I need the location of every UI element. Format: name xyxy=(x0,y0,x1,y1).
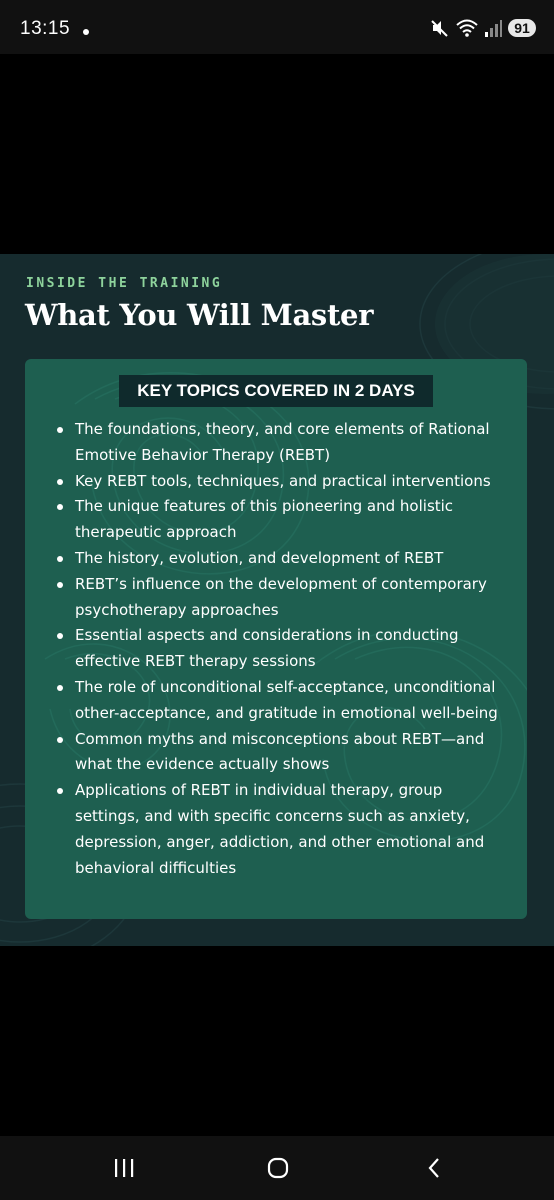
topic-text: Key REBT tools, techniques, and practical interventions xyxy=(75,471,491,490)
home-icon xyxy=(266,1156,290,1180)
topic-text: REBT’s influence on the development of contemporary psychotherapy approaches xyxy=(75,574,487,619)
bullet-icon xyxy=(57,737,63,743)
bullet-icon xyxy=(57,788,63,794)
topic-text: Essential aspects and considerations in conducting effective REBT therapy sessions xyxy=(75,626,459,671)
bullet-icon xyxy=(57,479,63,485)
topic-item xyxy=(55,675,505,727)
topic-item xyxy=(55,623,505,675)
topics-card xyxy=(25,359,527,919)
topic-item xyxy=(55,417,505,469)
signal-icon xyxy=(484,18,502,38)
topic-item xyxy=(55,572,505,624)
status-bar xyxy=(0,0,554,54)
section-eyebrow: INSIDE THE TRAINING xyxy=(26,276,223,291)
topic-item xyxy=(55,546,505,572)
status-icons xyxy=(430,16,536,40)
bullet-icon xyxy=(57,504,63,510)
bullet-icon xyxy=(57,685,63,691)
status-time: 13:15 xyxy=(20,18,71,39)
topic-text: Common myths and misconceptions about REBT—and what the evidence actually shows xyxy=(75,729,485,774)
card-heading: KEY TOPICS COVERED IN 2 DAYS xyxy=(119,375,433,407)
recent-apps-icon xyxy=(112,1157,136,1179)
topic-text: The unique features of this pioneering and holistic therapeutic approach xyxy=(75,497,454,542)
topic-text: The history, evolution, and development of REBT xyxy=(75,548,444,567)
topic-text: The foundations, theory, and core elements of Rational Emotive Behavior Therapy (REBT) xyxy=(75,420,490,464)
recent-apps-button[interactable] xyxy=(102,1150,146,1186)
topic-text: Applications of REBT in individual therapy, group settings, and with specific concerns such as anxiety, depression, anger, addiction, and other emotional and behavioral difficulties xyxy=(75,781,485,877)
topic-item xyxy=(55,778,505,881)
wifi-icon xyxy=(456,18,478,38)
content-section xyxy=(0,254,554,946)
topic-item xyxy=(55,469,505,495)
topic-item xyxy=(55,494,505,546)
topic-list xyxy=(55,417,505,881)
bullet-icon xyxy=(57,427,63,433)
topic-text: The role of unconditional self-acceptance, unconditional other-acceptance, and gratitude in emotional well-being xyxy=(75,677,498,722)
bullet-icon xyxy=(57,633,63,639)
back-icon xyxy=(424,1156,444,1180)
topic-item xyxy=(55,727,505,779)
notification-dot-icon xyxy=(83,29,89,35)
mute-icon xyxy=(430,18,450,38)
navigation-bar xyxy=(0,1136,554,1200)
home-button[interactable] xyxy=(256,1150,300,1186)
bullet-icon xyxy=(57,556,63,562)
back-button[interactable] xyxy=(412,1150,456,1186)
section-title: What You Will Master xyxy=(25,298,374,332)
bullet-icon xyxy=(57,582,63,588)
battery-icon: 91 xyxy=(508,19,536,37)
